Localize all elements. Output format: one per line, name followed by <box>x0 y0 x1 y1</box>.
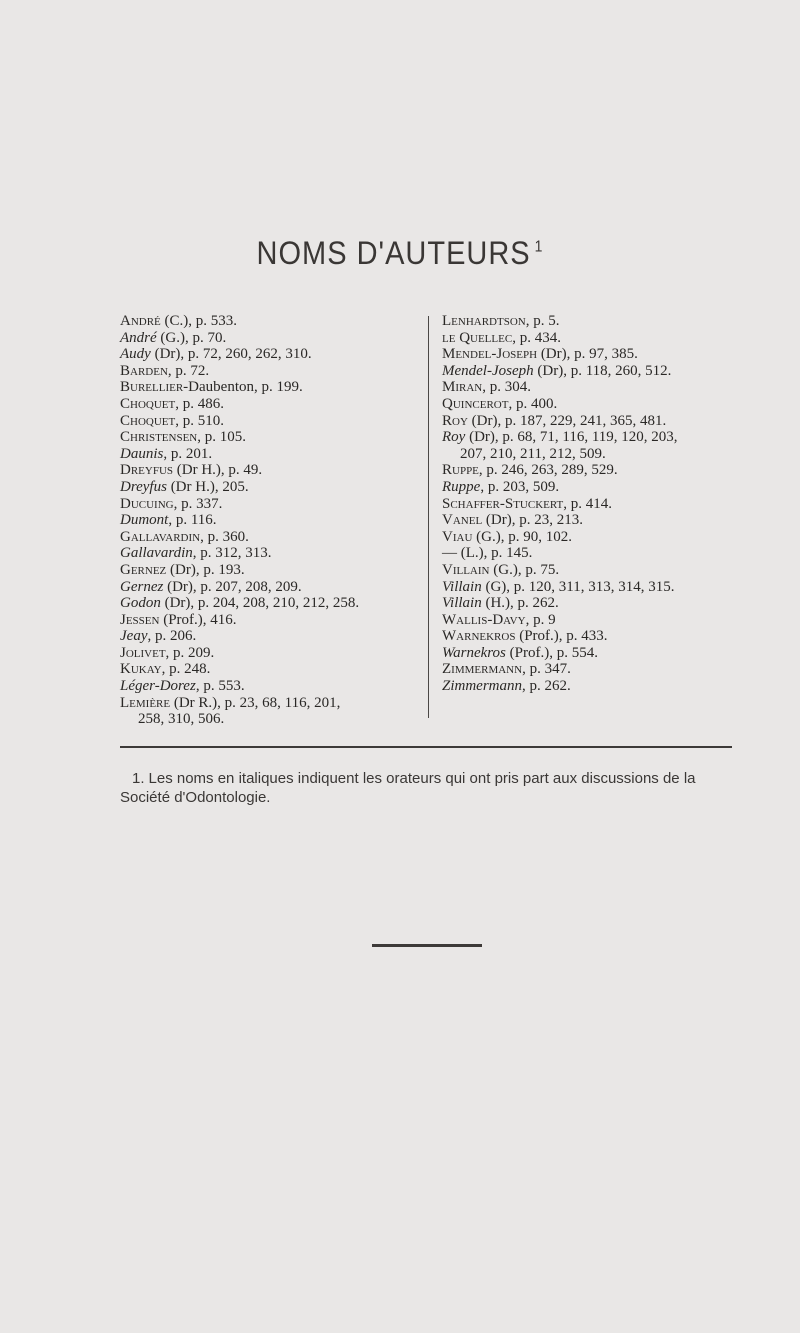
author-pages: 207, 210, 211, 212, 509. <box>460 445 606 462</box>
author-name: Miran <box>442 379 483 396</box>
author-pages: , p. 304. <box>482 379 531 396</box>
author-entry <box>442 529 792 546</box>
author-name: Lemière <box>120 694 171 711</box>
author-pages: , p. 262. <box>522 678 571 695</box>
author-pages: , p. 72. <box>167 362 210 379</box>
author-name: Villain <box>442 595 482 612</box>
author-entry <box>442 628 792 645</box>
author-entry <box>120 628 420 645</box>
author-name: Dumont <box>120 512 169 529</box>
author-pages: , p. 312, 313. <box>192 545 272 562</box>
author-name: Roy <box>442 429 466 446</box>
author-entry <box>120 678 420 695</box>
author-pages: (Prof.), 416. <box>159 611 237 628</box>
author-pages: (C.), p. 533. <box>160 313 238 329</box>
author-entry <box>120 429 420 446</box>
title-text: NOMS D'AUTEURS <box>256 236 531 272</box>
author-entry <box>120 330 420 347</box>
author-entry <box>120 446 420 463</box>
author-list-left <box>120 313 420 728</box>
author-pages: (Dr), p. 68, 71, 116, 119, 120, 203, <box>465 429 678 446</box>
author-entry <box>442 413 792 430</box>
author-entry <box>442 496 792 513</box>
author-entry <box>442 579 792 596</box>
author-entry <box>120 645 420 662</box>
author-entry <box>442 379 792 396</box>
author-pages: 258, 310, 506. <box>138 711 225 728</box>
page-title <box>0 236 800 273</box>
author-pages: , p. 9 <box>525 611 556 628</box>
author-entry <box>442 330 792 347</box>
author-pages: -Daubenton, p. 199. <box>183 379 303 396</box>
author-entry <box>120 612 420 629</box>
author-name: Jolivet <box>120 644 166 661</box>
author-entry <box>442 363 792 380</box>
title-footnote-marker: 1 <box>534 237 544 256</box>
author-pages: , p. 360. <box>200 528 249 545</box>
author-name: Quincerot <box>442 395 509 412</box>
author-pages: (L.), p. 145. <box>457 545 533 562</box>
author-name: Warnekros <box>442 644 506 661</box>
author-entry <box>442 446 792 463</box>
author-pages: , p. 206. <box>147 628 197 645</box>
footnote <box>120 769 740 807</box>
author-pages: (Dr R.), p. 23, 68, 116, 201, <box>170 694 341 711</box>
author-name: Roy <box>442 412 468 429</box>
author-pages: , p. 400. <box>508 395 558 412</box>
author-pages: , p. 116. <box>168 512 217 529</box>
author-name: Kukay <box>120 661 162 678</box>
author-name: Christensen <box>120 429 198 446</box>
author-name: — <box>442 545 457 562</box>
author-name: Gernez <box>120 561 167 578</box>
author-name: Jessen <box>120 611 160 628</box>
author-name: Choquet <box>120 412 176 429</box>
author-entry <box>120 562 420 579</box>
author-entry <box>120 711 420 728</box>
author-pages: (Dr), p. 23, 213. <box>482 512 583 529</box>
author-name: Viau <box>442 528 473 545</box>
author-entry <box>442 678 792 695</box>
author-pages: (Dr), p. 204, 208, 210, 212, 258. <box>160 595 360 612</box>
author-pages: (Dr), p. 187, 229, 241, 365, 481. <box>467 412 667 429</box>
author-name: Daunis <box>120 445 164 462</box>
author-entry <box>442 661 792 678</box>
author-pages: (Dr H.), p. 49. <box>173 462 263 479</box>
footnote-rule <box>120 746 732 748</box>
author-name: Villain <box>442 578 482 595</box>
author-entry <box>120 695 420 712</box>
author-entry <box>442 562 792 579</box>
author-name: Audy <box>120 346 151 363</box>
author-entry <box>120 413 420 430</box>
author-pages: , p. 246, 263, 289, 529. <box>478 462 618 479</box>
author-entry <box>442 313 792 330</box>
author-entry <box>120 363 420 380</box>
author-entry <box>442 479 792 496</box>
author-name: Villain <box>442 561 490 578</box>
author-name: le Quellec <box>442 329 513 346</box>
author-pages: (G.), p. 90, 102. <box>472 528 572 545</box>
author-pages: (G.), p. 70. <box>156 329 227 346</box>
author-name: André <box>120 329 157 346</box>
author-name: André <box>120 313 161 329</box>
author-name: Choquet <box>120 395 176 412</box>
author-name: Jeay <box>120 628 148 645</box>
author-pages: , p. 553. <box>195 678 245 695</box>
author-entry <box>442 346 792 363</box>
author-pages: (Dr), p. 207, 208, 209. <box>163 578 302 595</box>
author-name: Zimmermann <box>442 661 523 678</box>
author-name: Léger-Dorez <box>120 678 196 695</box>
author-name: Gallavardin <box>120 528 201 545</box>
author-name: Godon <box>120 595 161 612</box>
author-pages: (Dr), p. 97, 385. <box>537 346 638 363</box>
author-pages: (Dr), p. 72, 260, 262, 310. <box>150 346 312 363</box>
author-entry <box>442 645 792 662</box>
author-entry <box>120 496 420 513</box>
author-pages: , p. 201. <box>163 445 213 462</box>
author-pages: , p. 105. <box>197 429 246 446</box>
author-pages: , p. 203, 509. <box>480 478 560 495</box>
author-entry <box>120 313 420 330</box>
author-name: Dreyfus <box>120 478 167 495</box>
author-pages: (H.), p. 262. <box>481 595 559 612</box>
author-pages: , p. 510. <box>175 412 224 429</box>
author-entry <box>120 462 420 479</box>
author-name: Schaffer-Stuckert <box>442 495 564 512</box>
author-name: Warnekros <box>442 628 516 645</box>
author-pages: (Dr), p. 193. <box>166 561 245 578</box>
footnote-text: Les noms en italiques indiquent les orateurs qui ont pris part aux discussions de la Société d'Odontologie. <box>120 770 696 806</box>
author-pages: , p. 209. <box>165 644 215 661</box>
author-name: Wallis-Davy <box>442 611 526 628</box>
author-entry <box>120 379 420 396</box>
author-pages: , p. 434. <box>512 329 561 346</box>
author-entry <box>120 661 420 678</box>
author-list-right <box>442 313 792 695</box>
author-pages: , p. 5. <box>525 313 560 329</box>
author-entry <box>120 346 420 363</box>
author-name: Zimmermann <box>442 678 523 695</box>
author-entry <box>442 595 792 612</box>
author-entry <box>442 545 792 562</box>
author-pages: (Dr H.), 205. <box>166 478 249 495</box>
author-name: Barden <box>120 362 168 379</box>
author-pages: (Prof.), p. 554. <box>505 644 598 661</box>
author-name: Lenhardtson <box>442 313 526 329</box>
author-pages: (G.), p. 75. <box>489 561 560 578</box>
author-entry <box>442 462 792 479</box>
author-entry <box>120 479 420 496</box>
author-name: Gernez <box>120 578 164 595</box>
author-name: Gallavardin <box>120 545 193 562</box>
author-pages: (G), p. 120, 311, 313, 314, 315. <box>481 578 675 595</box>
author-entry <box>442 396 792 413</box>
author-pages: (Prof.), p. 433. <box>515 628 608 645</box>
footnote-number: 1. <box>132 770 145 787</box>
column-divider <box>428 316 429 718</box>
author-entry <box>120 529 420 546</box>
author-name: Dreyfus <box>120 462 174 479</box>
author-entry <box>442 512 792 529</box>
author-name: Mendel-Joseph <box>442 346 538 363</box>
author-name: Mendel-Joseph <box>442 362 534 379</box>
author-entry <box>120 579 420 596</box>
end-ornament-rule <box>372 944 482 947</box>
author-pages: , p. 347. <box>522 661 571 678</box>
author-entry <box>442 429 792 446</box>
author-name: Ruppe <box>442 478 481 495</box>
author-pages: , p. 486. <box>175 395 224 412</box>
author-name: Burellier <box>120 379 184 396</box>
author-entry <box>120 512 420 529</box>
author-pages: (Dr), p. 118, 260, 512. <box>533 362 672 379</box>
author-entry <box>442 612 792 629</box>
author-entry <box>120 396 420 413</box>
author-pages: , p. 337. <box>173 495 223 512</box>
author-pages: , p. 414. <box>563 495 613 512</box>
author-name: Ruppe <box>442 462 479 479</box>
author-pages: , p. 248. <box>161 661 211 678</box>
author-name: Vanel <box>442 512 483 529</box>
author-entry <box>120 595 420 612</box>
author-name: Ducuing <box>120 495 174 512</box>
author-entry <box>120 545 420 562</box>
